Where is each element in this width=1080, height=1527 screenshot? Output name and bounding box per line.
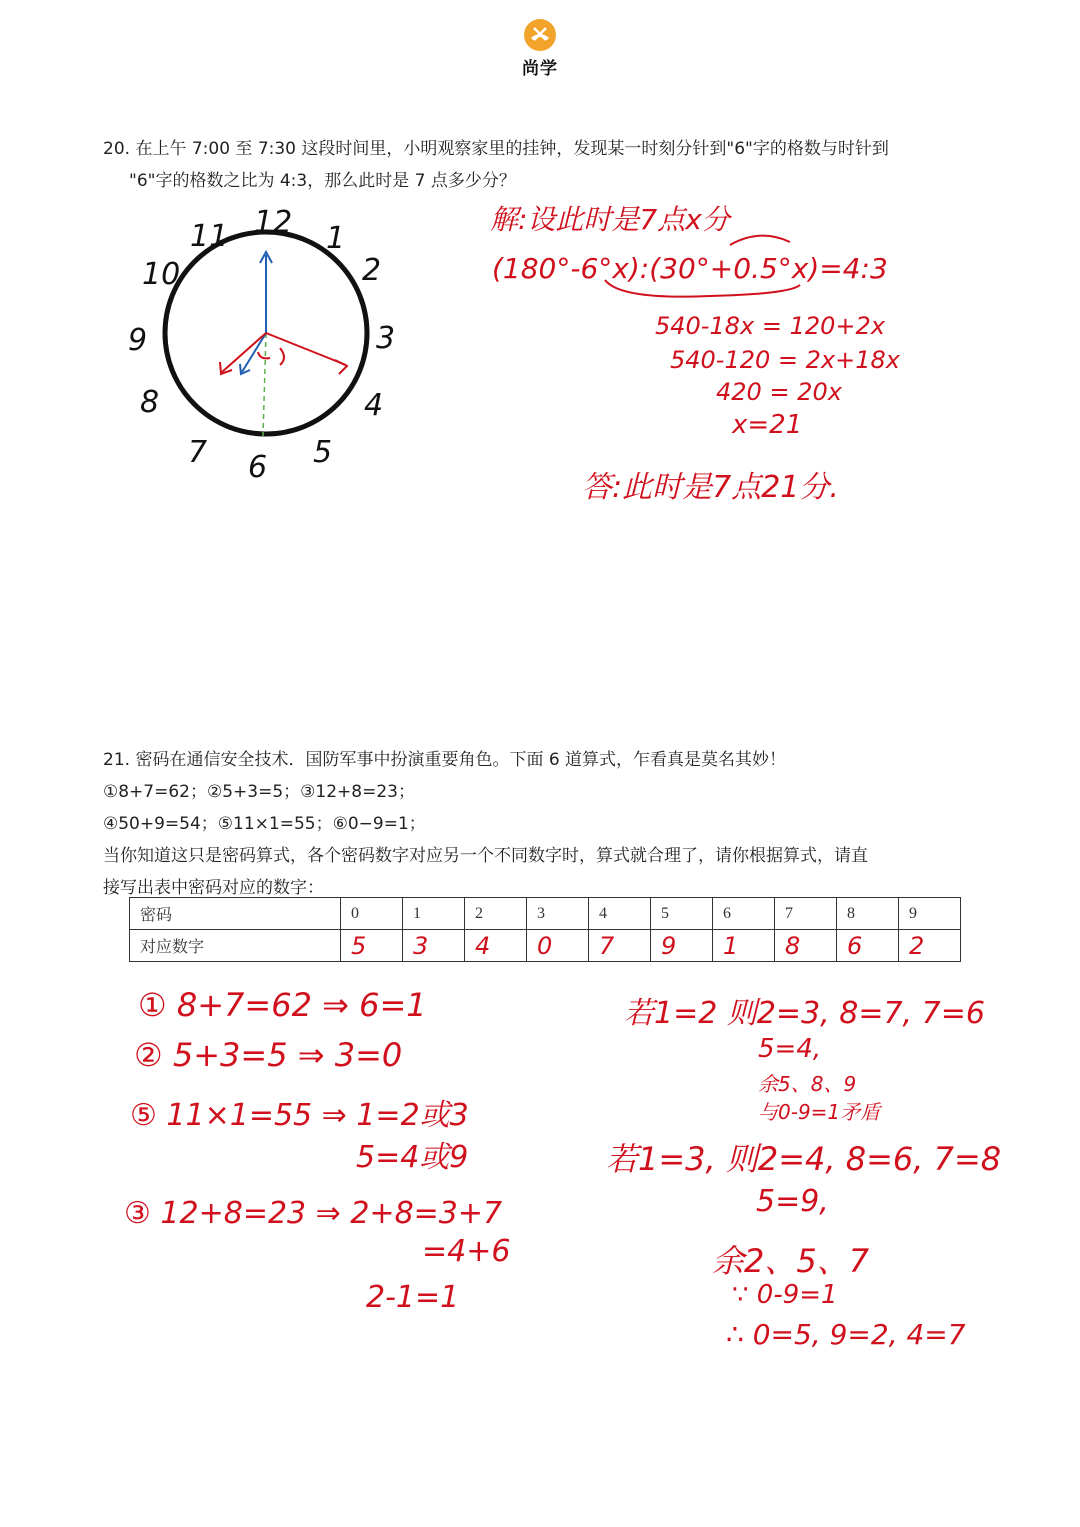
clock-num-8: 8: [140, 385, 160, 420]
work-right-6: 5=9,: [756, 1184, 829, 1219]
q20-sol-line-5: 420 = 20x: [716, 378, 842, 406]
q21-line-4: 当你知道这只是密码算式，各个密码数字对应另一个不同数字时，算式就合理了，请你根据算式，请直: [103, 846, 868, 866]
q21-line-2: ①8+7=62；②5+3=5；③12+8=23；: [103, 782, 415, 802]
table-header-label: 密码: [130, 898, 341, 930]
q20-sol-line-1: 解:设此时是7点x分: [490, 203, 730, 236]
table-row-codes: [130, 898, 961, 930]
work-right-7: 余2、5、7: [712, 1242, 870, 1280]
code-cell: 9: [899, 898, 961, 930]
question-21: [103, 744, 868, 904]
q20-line-2: "6"字的格数之比为 4:3，那么此时是 7 点多少分？: [129, 171, 516, 191]
code-cell: 1: [403, 898, 465, 930]
work-left-7: 2-1=1: [366, 1280, 460, 1315]
clock-num-11: 11: [190, 219, 229, 254]
logo-text: 尚学: [522, 59, 558, 79]
q20-answer: 答:此时是7点21分.: [582, 470, 839, 505]
work-right-8: ∵ 0-9=1: [732, 1280, 838, 1310]
answer-cell: 2: [899, 930, 961, 962]
clock-num-10: 10: [142, 257, 181, 292]
clock-num-12: 12: [254, 205, 293, 240]
q20-sol-line-3: 540-18x = 120+2x: [655, 312, 885, 340]
q20-sol-line-6: x=21: [732, 410, 803, 440]
clock-num-9: 9: [128, 323, 148, 358]
work-right-2: 5=4,: [758, 1034, 822, 1064]
work-right-9: ∴ 0=5, 9=2, 4=7: [726, 1318, 966, 1351]
cipher-table: [129, 897, 961, 962]
q20-sol-line-2: (180°-6°x):(30°+0.5°x)=4:3: [492, 252, 888, 285]
clock-num-7: 7: [188, 435, 208, 470]
work-left-4: 5=4或9: [356, 1140, 469, 1175]
work-right-1: 若1=2 则2=3, 8=7, 7=6: [624, 996, 985, 1031]
q20-line-1: 20. 在上午 7:00 至 7:30 这段时间里，小明观察家里的挂钟，发现某一时刻分针到"6"字的格数与时针到: [103, 139, 889, 159]
work-left-1: ① 8+7=62 ⇒ 6=1: [138, 986, 427, 1024]
work-left-5: ③ 12+8=23 ⇒ 2+8=3+7: [124, 1196, 503, 1231]
q20-sol-line-4: 540-120 = 2x+18x: [670, 346, 900, 374]
code-cell: 0: [341, 898, 403, 930]
clock-num-5: 5: [313, 435, 333, 470]
table-row-label: 对应数字: [130, 930, 341, 962]
code-cell: 3: [527, 898, 589, 930]
clock-num-6: 6: [248, 450, 268, 485]
code-cell: 6: [713, 898, 775, 930]
work-left-6: =4+6: [422, 1234, 511, 1269]
answer-cell: 5: [341, 930, 403, 962]
code-cell: 7: [775, 898, 837, 930]
q21-line-1: 21. 密码在通信安全技术．国防军事中扮演重要角色。下面 6 道算式，乍看真是莫名其妙！: [103, 750, 787, 770]
code-cell: 8: [837, 898, 899, 930]
code-cell: 5: [651, 898, 713, 930]
code-cell: 2: [465, 898, 527, 930]
work-right-4: 与0-9=1矛盾: [758, 1100, 881, 1124]
clock-diagram: [120, 200, 420, 490]
q21-line-3: ④50+9=54；⑤11×1=55；⑥0−9=1；: [103, 814, 426, 834]
answer-cell: 7: [589, 930, 651, 962]
logo: [498, 18, 582, 79]
code-cell: 4: [589, 898, 651, 930]
clock-num-4: 4: [364, 388, 384, 423]
answer-cell: 1: [713, 930, 775, 962]
underline-mark: [600, 230, 810, 305]
work-left-2: ② 5+3=5 ⇒ 3=0: [134, 1036, 403, 1074]
table-row-answers: [130, 930, 961, 962]
answer-cell: 0: [527, 930, 589, 962]
clock-num-2: 2: [362, 253, 382, 288]
clock-num-3: 3: [376, 321, 396, 356]
work-right-3: 余5、8、9: [758, 1072, 857, 1096]
clock-num-1: 1: [326, 221, 346, 256]
answer-cell: 4: [465, 930, 527, 962]
answer-cell: 6: [837, 930, 899, 962]
answer-cell: 8: [775, 930, 837, 962]
q21-line-5: 接写出表中密码对应的数字：: [103, 878, 324, 898]
work-right-5: 若1=3, 则2=4, 8=6, 7=8: [606, 1140, 1002, 1178]
answer-cell: 9: [651, 930, 713, 962]
answer-cell: 3: [403, 930, 465, 962]
logo-icon: [523, 18, 557, 52]
question-20: [103, 133, 889, 197]
work-left-3: ⑤ 11×1=55 ⇒ 1=2或3: [130, 1098, 469, 1133]
